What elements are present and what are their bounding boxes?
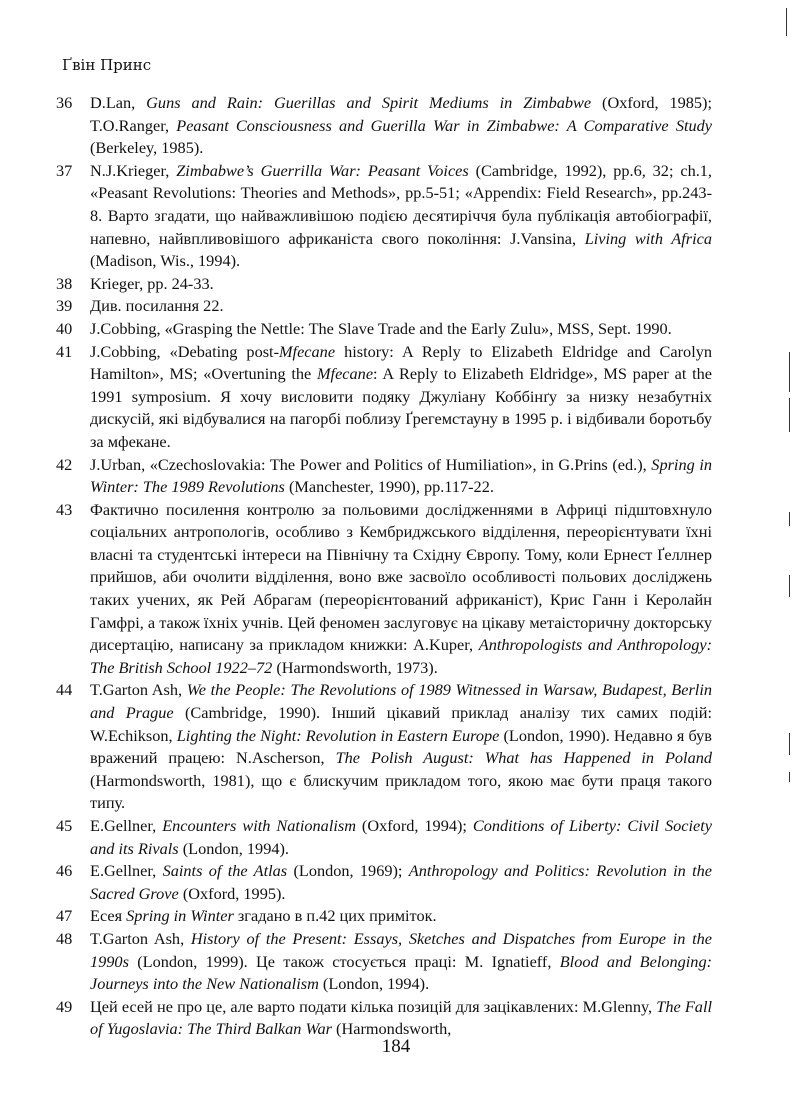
endnote-text: Див. посилання 22. [90,296,224,316]
endnote-number: 38 [56,273,73,293]
endnote-number: 36 [56,93,73,112]
scan-edge-line [789,398,790,432]
endnote-45 [56,815,712,860]
endnote-number: 39 [56,296,73,316]
endnote-41 [56,341,712,454]
page-number: 184 [381,1036,411,1057]
endnote-43 [56,499,712,680]
running-header-author: Ґвін Принс [62,56,152,74]
endnote-text: Фактично посилення контролю за польовими дослідженнями в Африці підштовхнуло соціальних антропологів, особливо з Кембриджського відділення, переорієнтувати їхні власні та студентські інтереси на Північну та Східну Європу. Тому, коли Ернест Ґеллнер прийшов, аби очолити відділення, воно вже засвоїло особливості польових досліджень таких учених, як Рей Абрагам (переорієнтований африканіст), Крис Ганн і Керолайн Гамфрі, а також їхніх учнів. Цей феномен заслуговує на цікаву метаісторичну докторську дисертацію, написану за прикладом книжки: A.Kuper, Anthropologists and Anthropology: The British School 1922–72 (Harmondsworth, 1973). [90,499,712,677]
endnote-40 [56,318,712,341]
endnote-text: E.Gellner, Saints of the Atlas (London, 1969); Anthropology and Politics: Revolution in the Sacred Grove (Oxford, 1995). [90,861,713,903]
scan-edge-line [789,352,790,392]
endnote-text: T.Garton Ash, We the People: The Revolutions of 1989 Witnessed in Warsaw, Budapest, Berlin and Prague (Cambridge, 1990). Інший цікавий приклад аналізу тих самих подій: W.Echikson, Lighting the Night: Revolution in Eastern Europe (London, 1990). Недавно я був вражений працею: N.Ascherson, The Polish August: What has Happened in Poland (Harmondsworth, 1981), що є блискучим прикладом того, якою має бути праця такого типу. [90,680,713,813]
endnote-number: 46 [56,861,73,881]
endnote-number: 41 [56,341,73,361]
scan-edge-line [789,512,790,526]
endnote-46 [56,860,712,905]
endnote-number: 47 [56,906,73,926]
endnote-number: 49 [56,996,73,1016]
endnote-text: Есея Spring in Winter згадано в п.42 цих приміток. [90,906,437,926]
endnote-text: N.J.Krieger, Zimbabwe’s Guerrilla War: Peasant Voices (Cambridge, 1992), pp.6, 32; ch.1, «Peasant Revolutions: Theories and Methods», pp.5-51; «Appendix: Field Research», pp.243-8. Варто згадати, що найважливішою подією десятиріччя була публікація автобіографії, напевно, найвпливовішого африканіста свого покоління: J.Vansina, Living with Africa (Madison, Wis., 1994). [90,160,712,271]
endnote-text: Цей есей не про це, але варто подати кілька позицій для зацікавлених: M.Glenny, The Fall of Yugoslavia: The Third Balkan War (Harmondsworth, [90,996,712,1039]
endnote-number: 45 [56,816,73,835]
endnote-number: 44 [56,680,73,700]
endnote-49 [56,996,712,1041]
endnote-text: J.Urban, «Czechoslovakia: The Power and Politics of Humiliation», in G.Prins (ed.), Spring in Winter: The 1989 Revolutions (Manchester, 1990), pp.117-22. [90,454,712,497]
endnote-39 [56,295,712,318]
scan-edge-line [789,733,790,755]
scan-edge-line [786,8,787,36]
endnote-text: D.Lan, Guns and Rain: Guerillas and Spirit Mediums in Zimbabwe (Oxford, 1985); T.O.Ranger, Peasant Consciousness and Guerilla War in Zimbabwe: A Comparative Study (Berkeley, 1985). [90,93,713,158]
endnote-37 [56,160,712,273]
endnote-text: Krieger, pp. 24-33. [90,273,214,293]
scan-edge-line [789,772,790,782]
endnote-36 [56,92,712,160]
endnote-number: 48 [56,928,73,948]
endnote-number: 43 [56,499,73,519]
endnote-text: T.Garton Ash, History of the Present: Essays, Sketches and Dispatches from Europe in the 1990s (London, 1999). Це також стосується праці: M. Ignatieff, Blood and Belonging: Journeys into the New Nationalism (London, 1994). [90,928,713,994]
scan-edge-line [789,575,790,597]
endnote-number: 40 [56,318,73,338]
endnote-text: J.Cobbing, «Grasping the Nettle: The Slave Trade and the Early Zulu», MSS, Sept. 1990. [90,318,672,338]
endnote-number: 37 [56,160,73,180]
endnote-text: J.Cobbing, «Debating post-Mfecane history: A Reply to Elizabeth Eldridge and Carolyn Hamilton», MS; «Overtuning the Mfecane: A Reply to Elizabeth Eldridge», MS paper at the 1991 symposium. Я хочу висловити подяку Джуліану Коббінґу за низку незабутніх дискусій, які відбувалися на пагорбі поблизу Ґрегемстауну в 1995 р. і відбивали боротьбу за мфекане. [90,341,713,451]
endnote-text: E.Gellner, Encounters with Nationalism (Oxford, 1994); Conditions of Liberty: Civil Society and its Rivals (London, 1994). [90,816,712,858]
endnote-number: 42 [56,454,73,474]
endnote-47 [56,905,712,928]
endnote-38 [56,273,712,296]
endnote-42 [56,454,712,499]
endnote-48 [56,928,712,996]
endnotes-list [56,92,712,1041]
endnote-44 [56,679,712,815]
